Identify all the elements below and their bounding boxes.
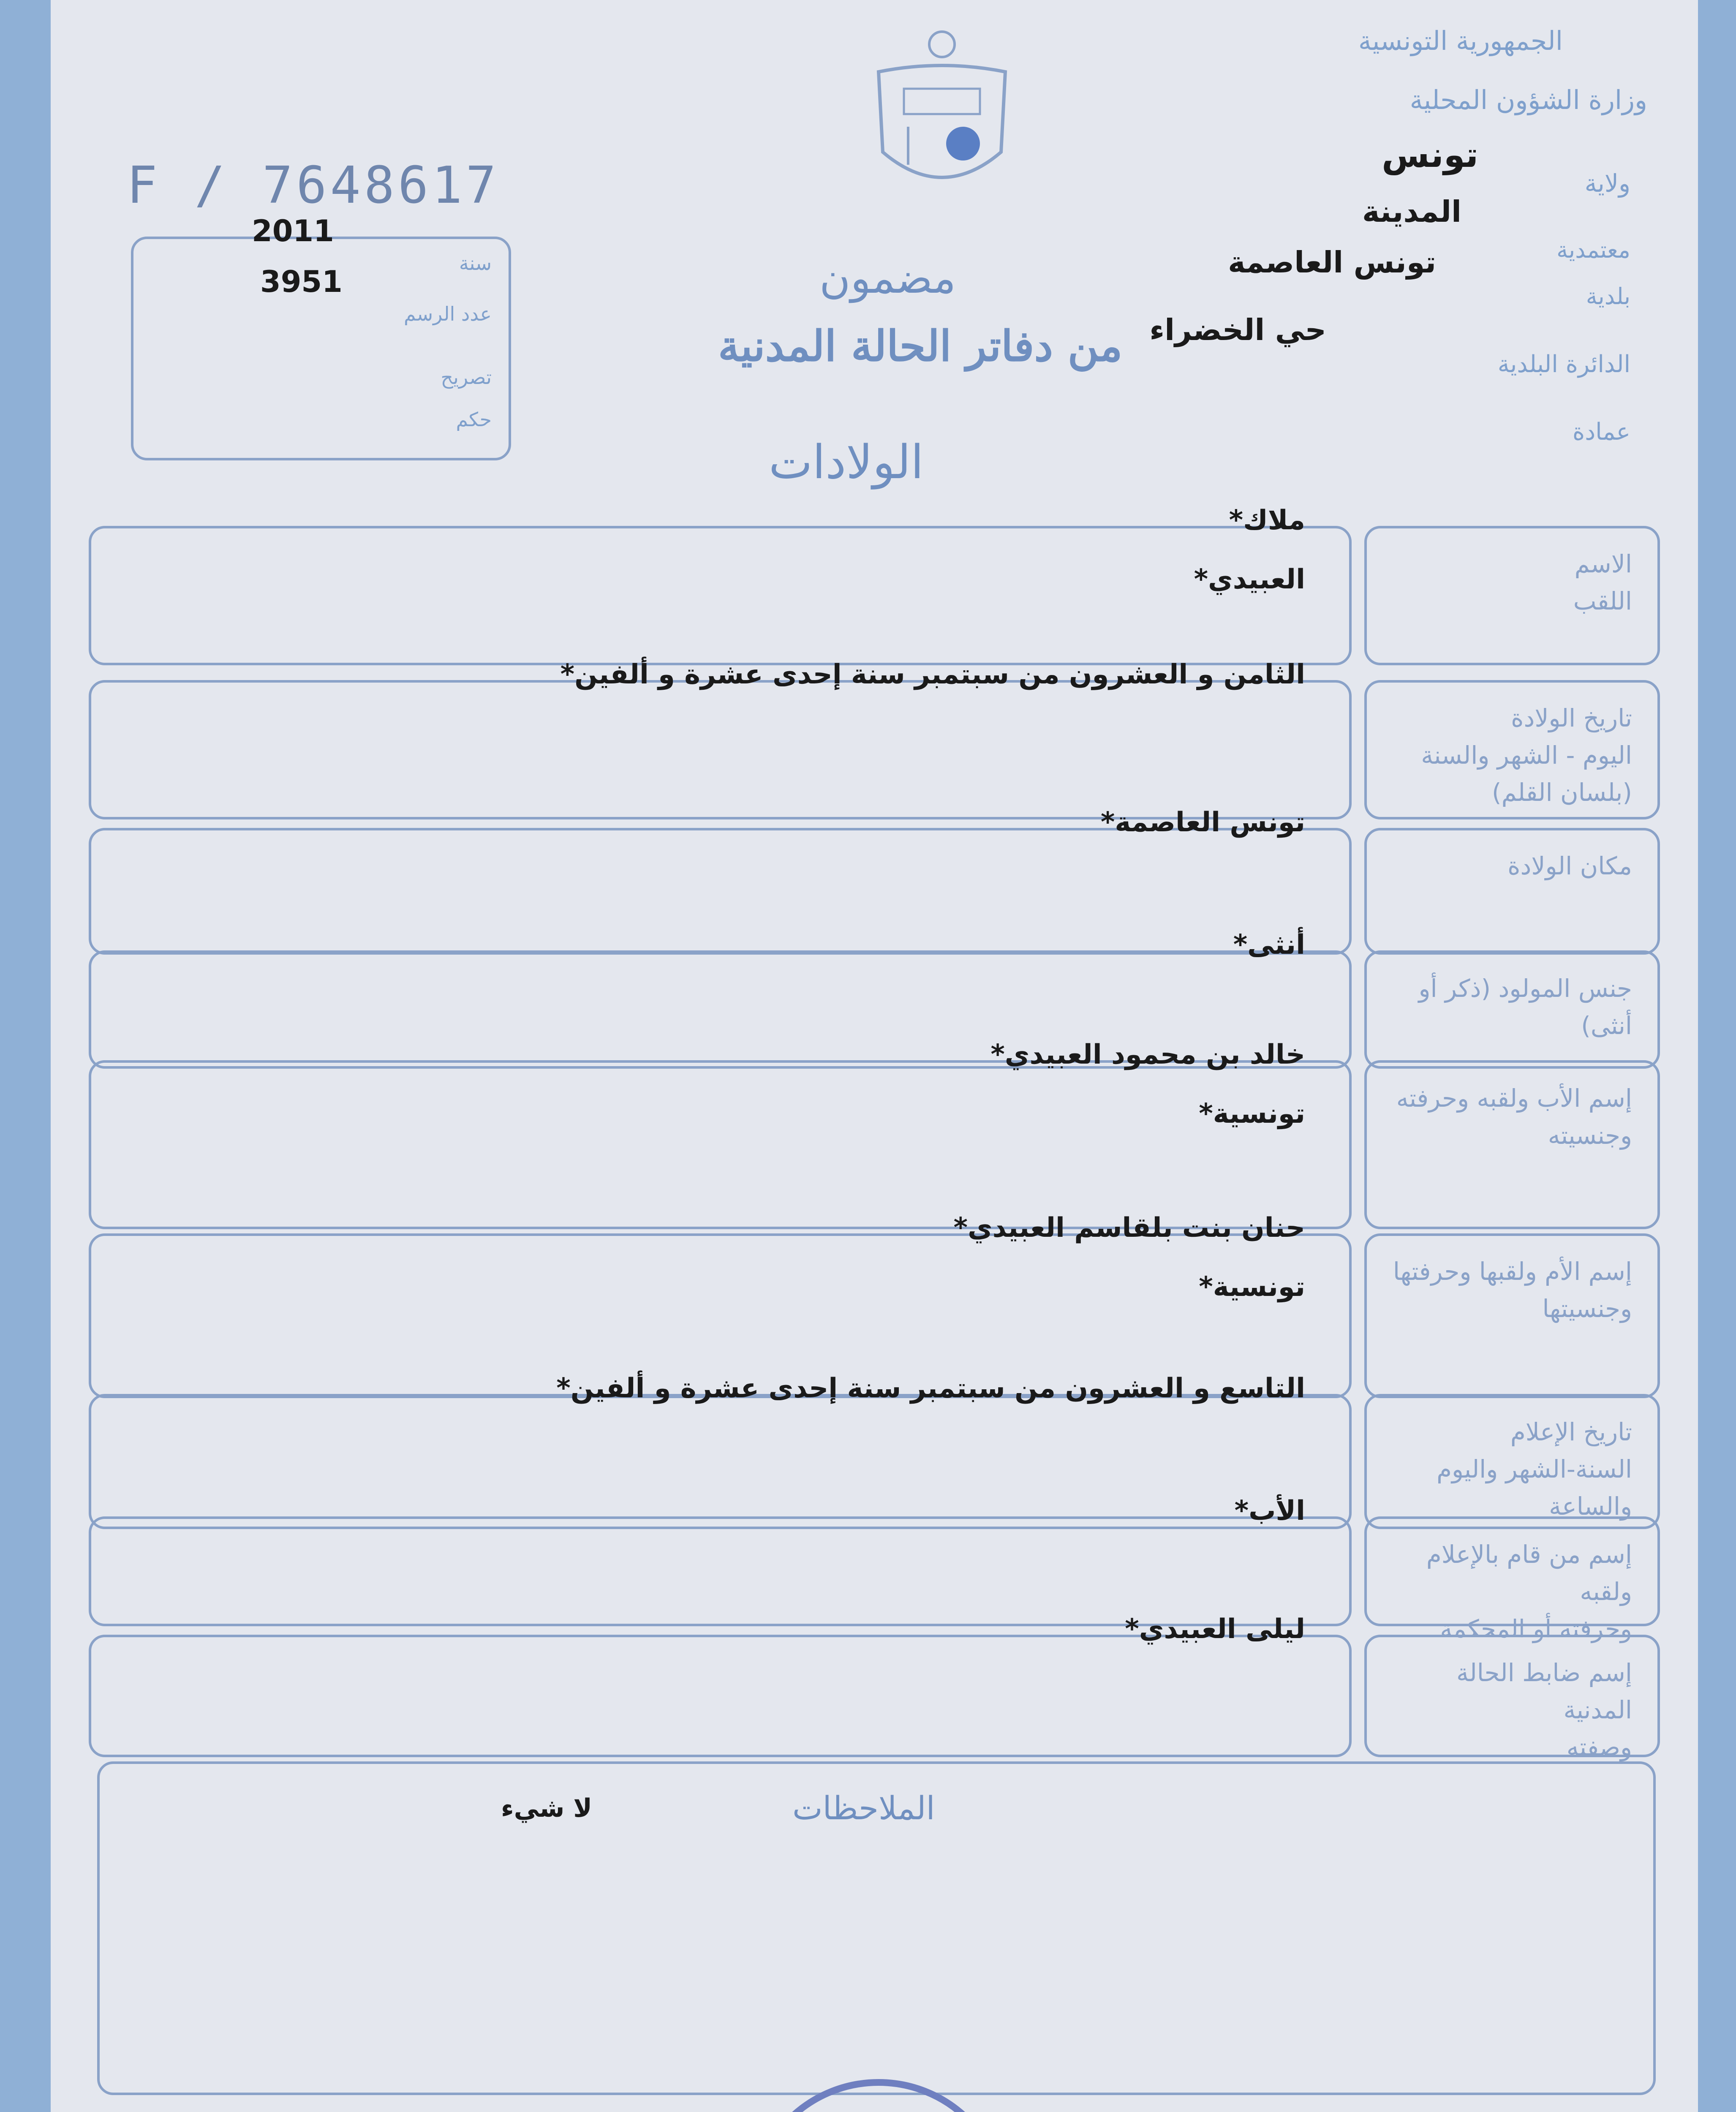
baladia-label: بلدية <box>1586 283 1630 310</box>
field-label-box <box>1364 526 1660 665</box>
field-label-box <box>1364 950 1660 1069</box>
field-value-text: تونسية* <box>1199 1271 1305 1303</box>
field-label-box <box>1364 1635 1660 1761</box>
field-label-box <box>1364 828 1660 955</box>
field-value-box <box>89 1394 1352 1529</box>
field-value-text: العبيدي* <box>1194 564 1305 595</box>
record-number-label: عدد الرسم <box>403 302 492 325</box>
title-line2: من دفاتر الحالة المدنية <box>718 321 1123 371</box>
record-year-value: 2011 <box>252 214 334 248</box>
serial-number: F / 7648617 <box>127 156 500 215</box>
field-label-line: وجنسيته <box>1548 1121 1632 1150</box>
document-page <box>51 0 1698 2112</box>
field-value-text: الثامن و العشرون من سبتمبر سنة إحدى عشرة و ألفين* <box>560 659 1305 690</box>
field-label-line: وحرفته أو المحكمة <box>1440 1614 1632 1643</box>
field-value-text: ملاك* <box>1229 505 1305 536</box>
daira-label: الدائرة البلدية <box>1497 351 1630 378</box>
record-number-box <box>131 214 511 460</box>
field-value-text: ليلى العبيدي* <box>1125 1614 1305 1645</box>
field-value-text: التاسع و العشرون من سبتمبر سنة إحدى عشرة و ألفين* <box>556 1373 1305 1404</box>
field-label-line: اليوم - الشهر والسنة <box>1421 741 1632 770</box>
field-label-line: الاسم <box>1574 550 1632 578</box>
field-value-text: الأب* <box>1234 1495 1305 1527</box>
record-year-label: سنة <box>459 252 492 275</box>
field-label-line: وصفته <box>1566 1733 1632 1761</box>
field-value-text: حنان بنت بلقاسم العبيدي* <box>953 1212 1305 1244</box>
mootamadia-label: معتمدية <box>1556 237 1630 263</box>
title-line1: مضمون <box>819 253 956 303</box>
field-label-line: إسم الأب ولقبه وحرفته <box>1396 1084 1632 1113</box>
field-label-line: إسم ضابط الحالة المدنية <box>1456 1658 1632 1724</box>
field-value-text: تونسية* <box>1199 1098 1305 1129</box>
field-label-box <box>1364 1233 1660 1398</box>
field-value-text: خالد بن محمود العبيدي* <box>990 1039 1305 1070</box>
republic-label: الجمهورية التونسية <box>1358 25 1563 56</box>
baladia-value: تونس العاصمة <box>1228 245 1436 280</box>
field-value-text: أنثى* <box>1233 929 1305 961</box>
notes-box <box>97 1761 1656 2095</box>
field-label-box <box>1364 680 1660 819</box>
official-seal-icon <box>735 2066 1022 2112</box>
field-value-box <box>89 1635 1352 1757</box>
field-label-line: تاريخ الإعلام <box>1510 1418 1632 1446</box>
field-value-text: تونس العاصمة* <box>1100 807 1305 838</box>
imada-label: عمادة <box>1572 418 1630 446</box>
field-label-line: جنس المولود (ذكر أو أنثى) <box>1418 974 1632 1040</box>
field-label-line: اللقب <box>1573 587 1632 615</box>
field-label-box <box>1364 1516 1660 1643</box>
field-label-box <box>1364 1394 1660 1529</box>
field-label-box <box>1364 1060 1660 1229</box>
field-value-box <box>89 828 1352 955</box>
coat-of-arms-icon <box>853 25 1031 203</box>
wilaya-label: ولاية <box>1584 169 1630 198</box>
judgment-label: حكم <box>456 408 492 431</box>
field-label-line: إسم من قام بالإعلام ولقبه <box>1426 1540 1632 1606</box>
field-value-box <box>89 680 1352 819</box>
field-label-line: تاريخ الولادة <box>1511 704 1632 732</box>
field-label-line: إسم الأم ولقبها وحرفتها <box>1393 1257 1632 1286</box>
field-label-line: وجنسيتها <box>1542 1294 1632 1323</box>
record-number-value: 3951 <box>260 264 343 299</box>
wilaya-value: تونس <box>1382 135 1478 175</box>
field-value-box <box>89 1516 1352 1626</box>
ministry-label: وزارة الشؤون المحلية <box>1409 84 1647 115</box>
notes-value: لا شيء <box>501 1794 592 1823</box>
mootamadia-value: المدينة <box>1362 194 1461 229</box>
field-value-box <box>89 526 1352 665</box>
field-label-line: (بلسان القلم) <box>1492 778 1632 807</box>
field-label-line: مكان الولادة <box>1507 852 1632 880</box>
field-label-line: السنة-الشهر واليوم والساعة <box>1437 1455 1632 1521</box>
declaration-label: تصريح <box>441 366 492 389</box>
field-value-box <box>89 1060 1352 1229</box>
daira-value: حي الخضراء <box>1149 313 1326 347</box>
notes-label: الملاحظات <box>792 1789 935 1827</box>
section-title: الولادات <box>769 435 924 489</box>
